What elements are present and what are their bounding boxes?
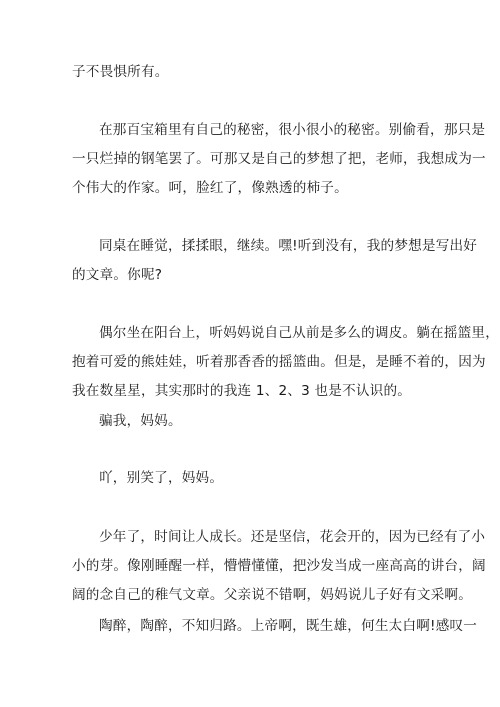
- paragraph-1: [72, 58, 434, 87]
- paragraph-3: [72, 232, 478, 290]
- text-line: 吖，别笑了，妈妈。: [99, 470, 224, 486]
- paragraph-6: [72, 464, 434, 493]
- paragraph-4: [72, 319, 500, 406]
- text-line: 少年了，时间让人成长。还是坚信，花会开的，因为已经有了小: [99, 529, 486, 545]
- paragraph-7: [72, 523, 486, 610]
- text-line: 的文章。你呢?: [72, 267, 163, 283]
- paragraph-5: [72, 407, 434, 436]
- text-line: 偶尔坐在阳台上，听妈妈说自己从前是多么的调皮。躺在摇篮里，: [99, 325, 500, 341]
- text-line: 子不畏惧所有。: [72, 64, 169, 80]
- text-line: 骗我，妈妈。: [99, 413, 182, 429]
- paragraph-2: [72, 116, 486, 203]
- text-line: 我在数星星，其实那时的我连 1、2、3 也是不认识的。: [72, 383, 412, 399]
- text-line: 阔的念自己的稚气文章。父亲说不错啊，妈妈说儿子好有文采啊。: [72, 587, 473, 603]
- text-line: 小的芽。像刚睡醒一样，懵懵懂懂，把沙发当成一座高高的讲台，阔: [72, 558, 486, 574]
- paragraph-8: [72, 612, 478, 641]
- text-line: 个伟大的作家。呵，脸红了，像熟透的柿子。: [72, 180, 348, 196]
- text-line: 抱着可爱的熊娃娃，听着那香香的摇篮曲。但是，是睡不着的，因为: [72, 354, 486, 370]
- text-line: 同桌在睡觉，揉揉眼，继续。嘿!听到没有，我的梦想是写出好: [99, 238, 478, 254]
- text-line: 陶醉，陶醉，不知归路。上帝啊，既生雄，何生太白啊!感叹一: [99, 618, 478, 634]
- text-line: 一只烂掉的钢笔罢了。可那又是自己的梦想了把，老师，我想成为一: [72, 151, 486, 167]
- text-line: 在那百宝箱里有自己的秘密，很小很小的秘密。别偷看，那只是: [99, 122, 486, 138]
